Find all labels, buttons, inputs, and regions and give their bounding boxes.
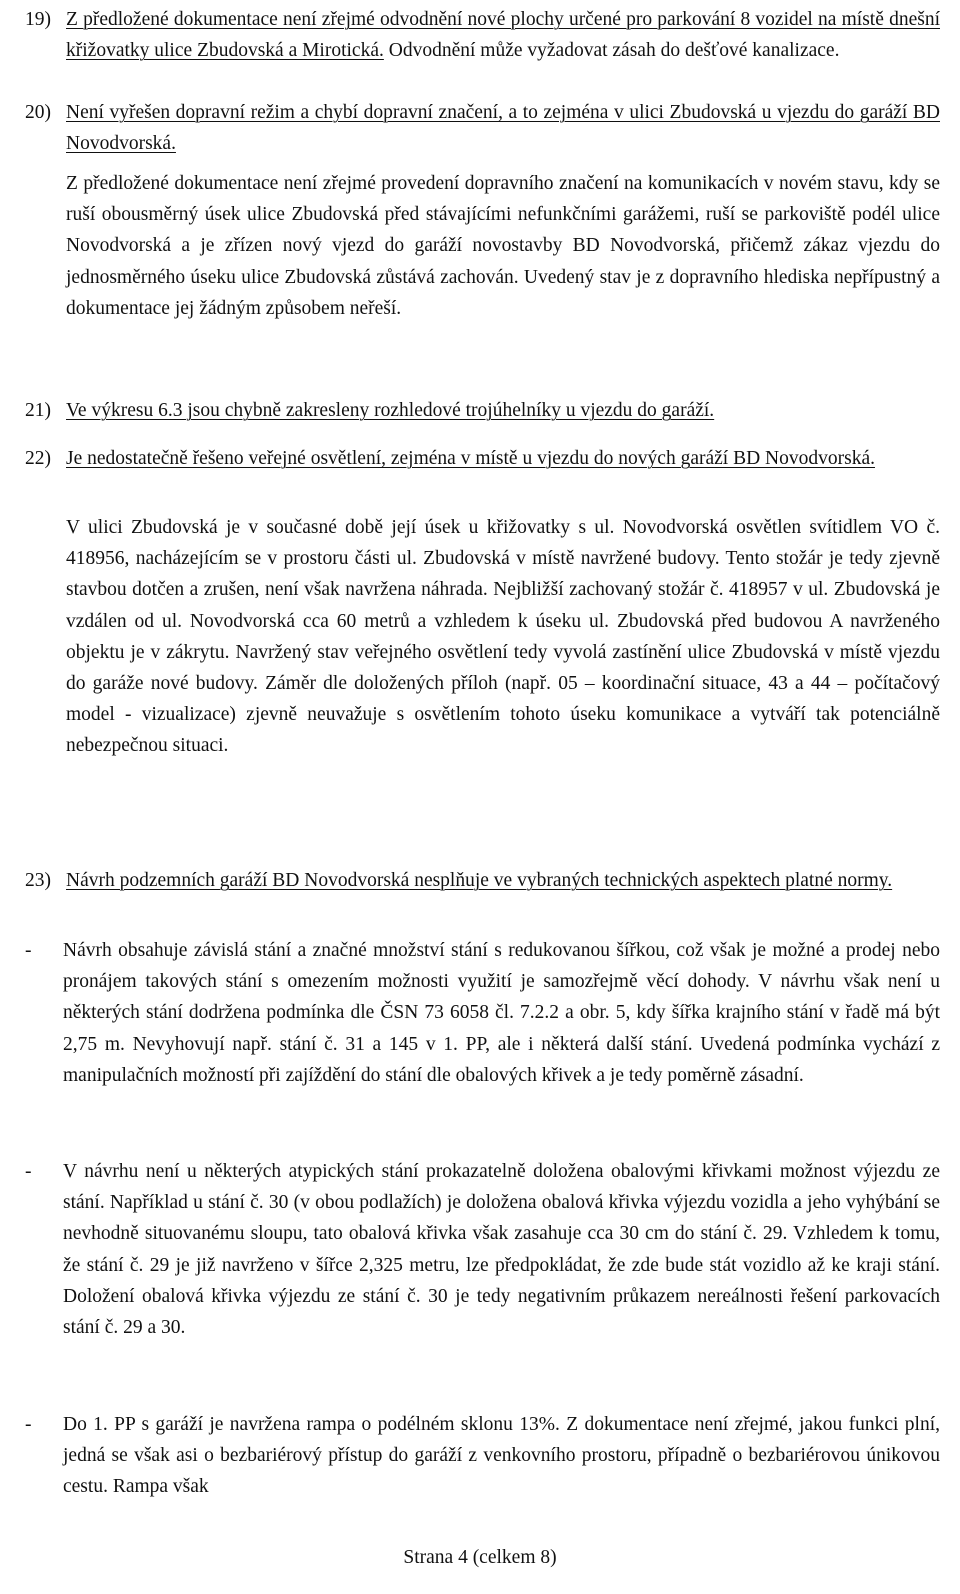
item-heading-text: Je nedostatečně řešeno veřejné osvětlení, zejména v místě u vjezdu do nových garáží BD Novodvorská.: [66, 448, 875, 469]
item-heading: Z předložené dokumentace není zřejmé odvodnění nové plochy určené pro parkování 8 vozidel na místě dnešní křižovatky ulice Zbudovská a Mirotická.: [66, 9, 940, 62]
item-text: [66, 4, 940, 66]
item-20: [25, 97, 940, 159]
item-number: 21): [25, 400, 51, 421]
item-22: [25, 443, 940, 474]
bullet-text: Návrh obsahuje závislá stání a značné množství stání s redukovanou šířkou, což však je možné a prodej nebo pronájem takových stání s omezením možnosti využití je samozřejmě věcí dohody. V návrhu však není u některých stání dodržena podmínka dle ČSN 73 6058 čl. 7.2.2 a obr. 5, kdy šířka krajního stání v řadě má být 2,75 m. Nevyhovují např. stání č. 31 a 145 v 1. PP, ale i některá další stání. Uvedená podmínka vychází z manipulačních možností při zajíždění do stání dle obalových křivek a je tedy poměrně zásadní.: [63, 940, 940, 1086]
page-footer: Strana 4 (celkem 8): [403, 1547, 557, 1568]
item-19: [25, 4, 940, 66]
item-heading: [66, 97, 940, 159]
item-number: 22): [25, 448, 51, 469]
item-heading: [66, 443, 940, 474]
item-number: 19): [25, 9, 51, 30]
bullet-item: [25, 1409, 940, 1503]
bullet-dash: -: [25, 940, 32, 961]
item-heading: [66, 395, 940, 426]
bullet-text: V návrhu není u některých atypických stání prokazatelně doložena obalovými křivkami možnost výjezdu ze stání. Například u stání č. 30 (v obou podlažích) je doložena obalová křivka výjezdu vozidla a jeho vyhýbání se nevhodně situovanému sloupu, tato obalová křivka však zasahuje cca 30 cm do stání č. 29. Vzhledem k tomu, že stání č. 29 je již navrženo v šířce 2,325 metru, lze předpokládat, že zde bude stát vozidlo až ke kraji stání. Doložení obalová křivka výjezdu ze stání č. 30 je tedy negativním průkazem nereálnosti řešení parkovacích stání č. 29 a 30.: [63, 1161, 940, 1339]
item-heading: [66, 865, 940, 896]
bullet-item: [25, 935, 940, 1091]
item-number: 23): [25, 870, 51, 891]
bullet-item: [25, 1156, 940, 1343]
item-text-continuation: Odvodnění může vyžadovat zásah do dešťové kanalizace.: [383, 40, 840, 62]
item-number: 20): [25, 102, 51, 123]
item-heading-text: Není vyřešen dopravní režim a chybí dopravní značení, a to zejména v ulici Zbudovská u vjezdu do garáží BD Novodvorská.: [66, 102, 940, 155]
item-23: [25, 865, 940, 896]
bullet-dash: -: [25, 1161, 32, 1182]
item-20-paragraph: Z předložené dokumentace není zřejmé provedení dopravního značení na komunikacích v novém stavu, kdy se ruší obousměrný úsek ulice Zbudovská před stávajícími nefunkčními garážemi, ruší se parkoviště podél ulice Novodvorská a je zřízen nový vjezd do garáží novostavby BD Novodvorská, přičemž zákaz vjezdu do jednosměrného úseku ulice Zbudovská zůstává zachován. Uvedený stav je z dopravního hlediska nepřípustný a dokumentace jej žádným způsobem neřeší.: [66, 173, 940, 319]
bullet-text: Do 1. PP s garáží je navržena rampa o podélném sklonu 13%. Z dokumentace není zřejmé, jakou funkci plní, jedná se však asi o bezbariérový přístup do garáží z venkovního prostoru, případně o bezbariérovou únikovou cestu. Rampa však: [63, 1414, 940, 1498]
item-heading-text: Návrh podzemních garáží BD Novodvorská nesplňuje ve vybraných technických aspektech platné normy.: [66, 870, 893, 891]
item-heading-text: Ve výkresu 6.3 jsou chybně zakresleny rozhledové trojúhelníky u vjezdu do garáží.: [66, 400, 715, 421]
bullet-dash: -: [25, 1414, 32, 1435]
item-22-paragraph: V ulici Zbudovská je v současné době její úsek u křižovatky s ul. Novodvorská osvětlen svítidlem VO č. 418956, nacházejícím se v prostoru části ul. Zbudovská v místě navržené budovy. Tento stožár je tedy zjevně stavbou dotčen a zrušen, není však navržena náhrada. Nejbližší zachovaný stožár č. 418957 v ul. Zbudovská je vzdálen od ul. Novodvorská cca 60 metrů a vzhledem k úseku ul. Zbudovská před budovou A navrženého objektu je v zákrytu. Navržený stav veřejného osvětlení tedy vyvolá zastínění ulice Zbudovská v místě vjezdu do garáže nové budovy. Záměr dle doložených příloh (např. 05 – koordinační situace, 43 a 44 – počítačový model - vizualizace) zjevně neuvažuje s osvětlením tohoto úseku komunikace a vytváří tak potenciálně nebezpečnou situaci.: [66, 517, 940, 757]
item-21: [25, 395, 940, 426]
